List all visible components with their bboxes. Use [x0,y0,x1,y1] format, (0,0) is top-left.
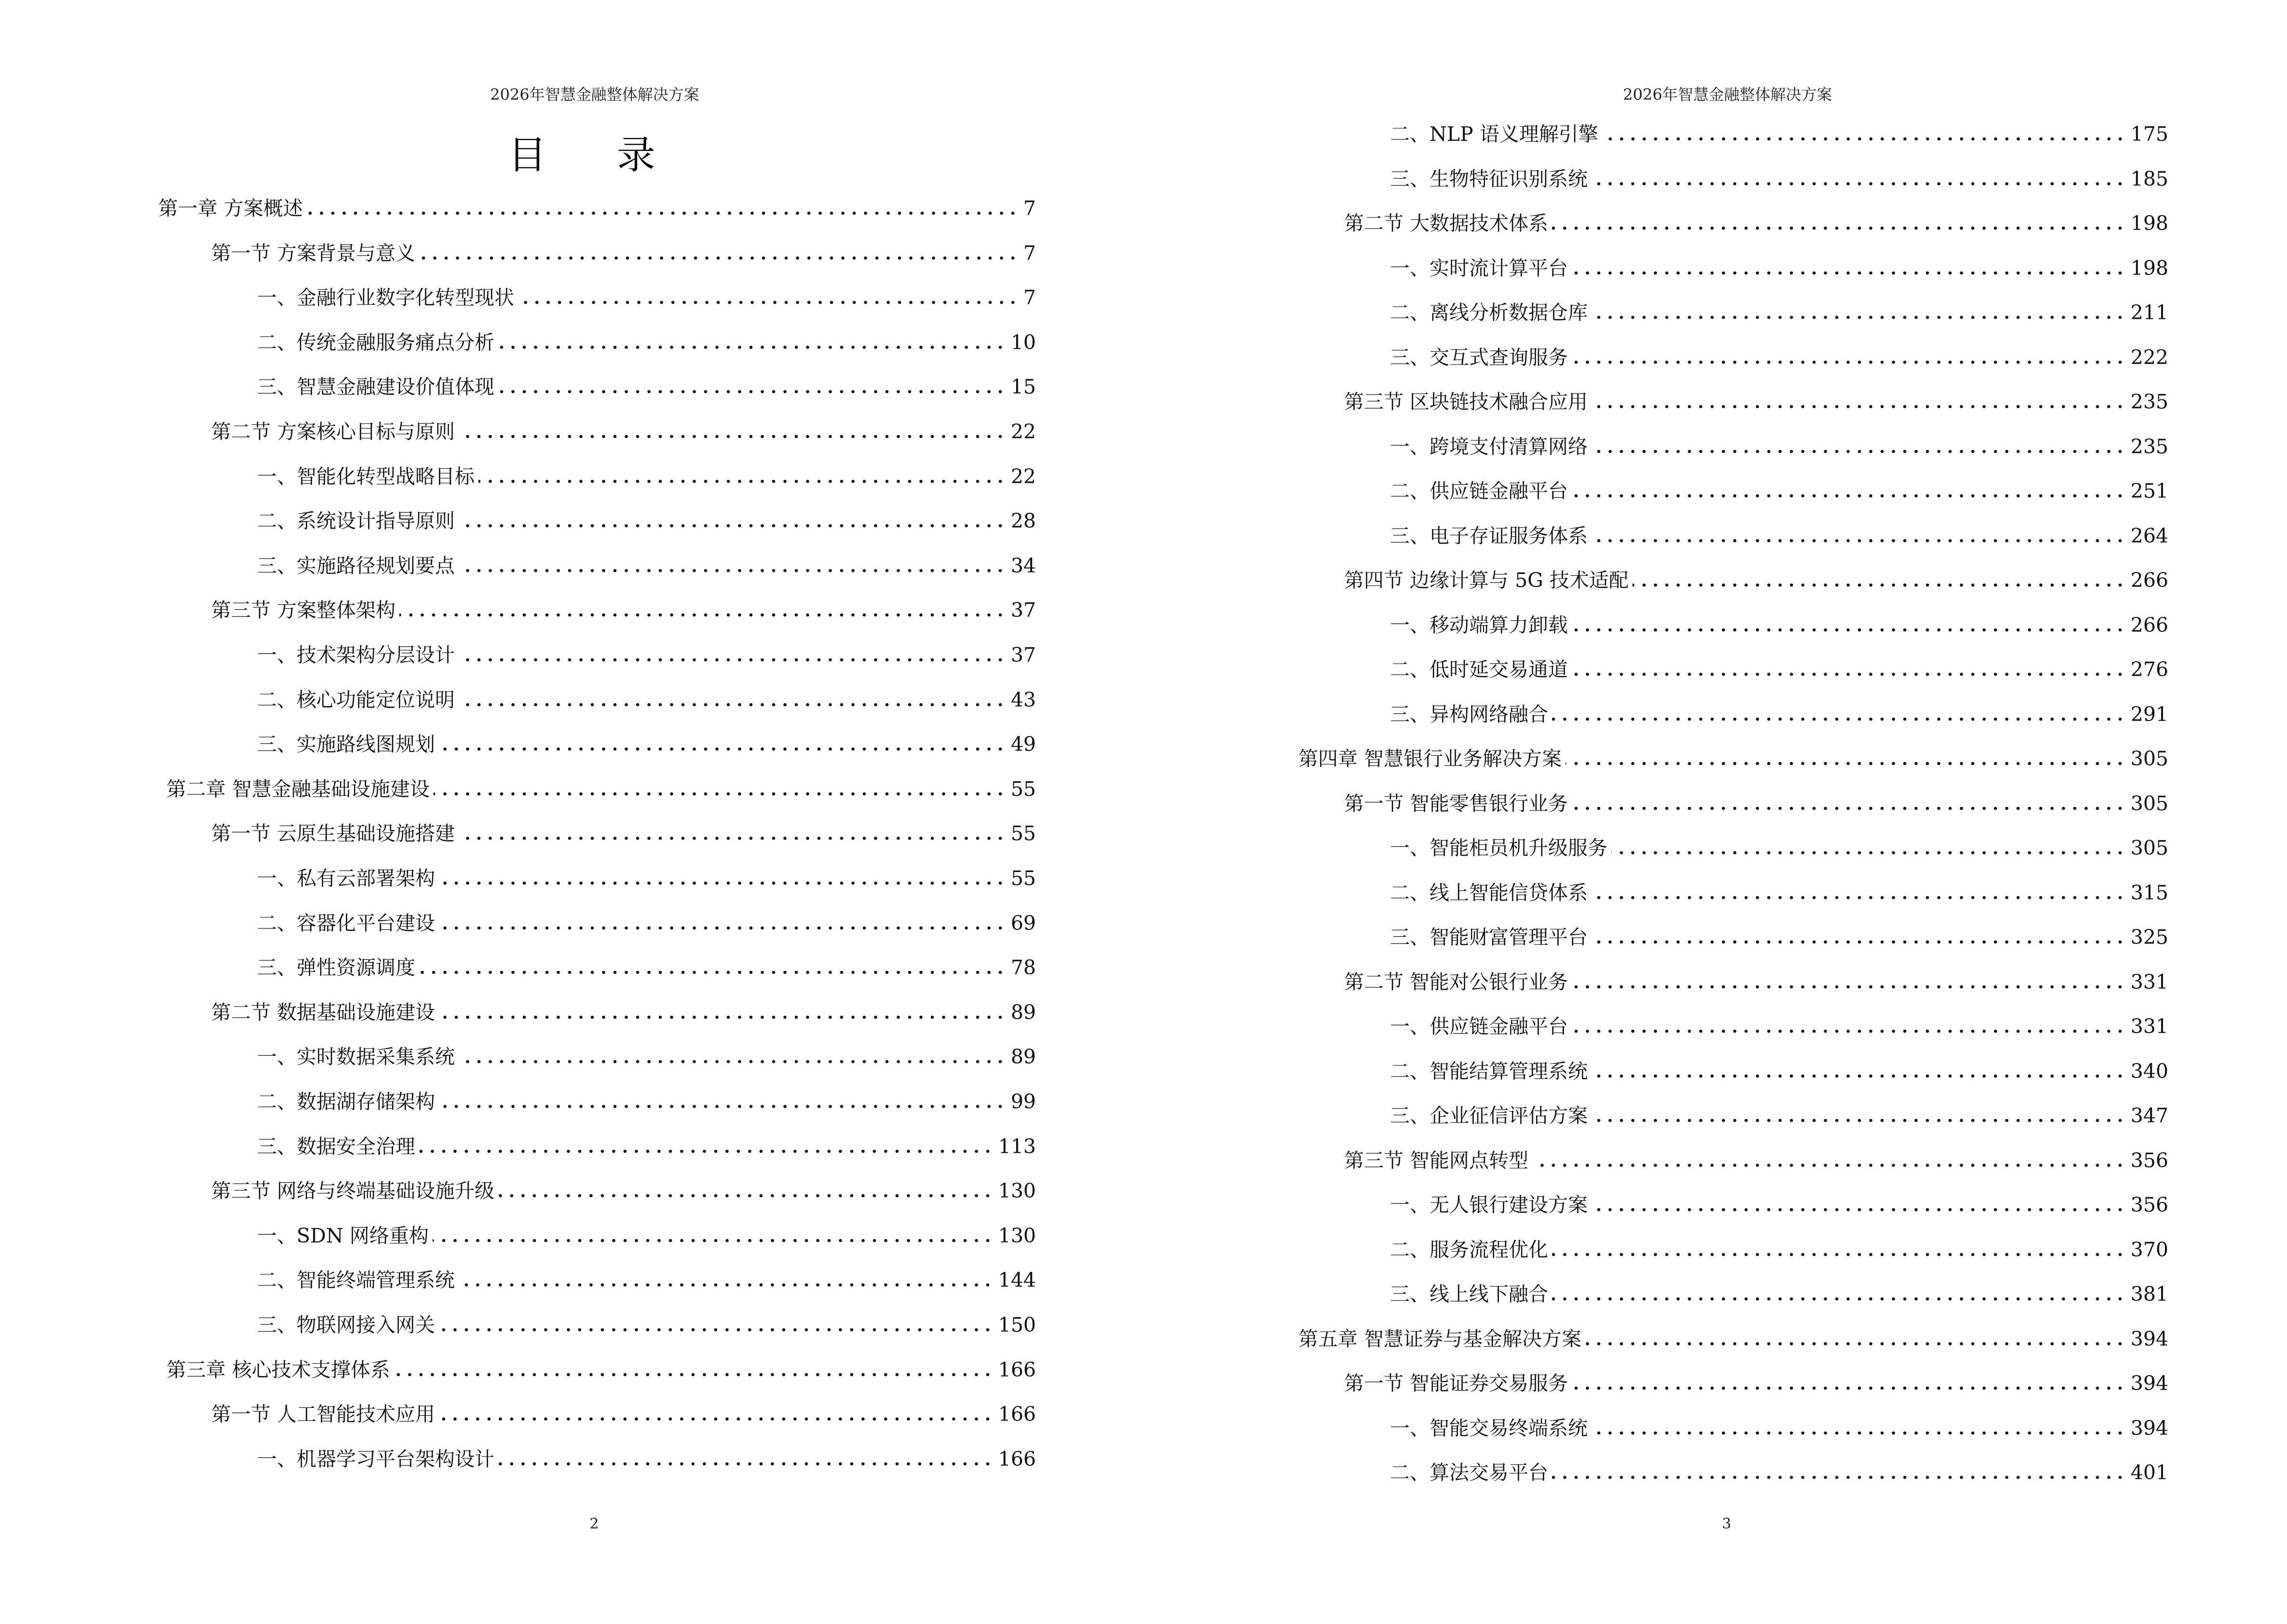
toc-entry-page-number: 347 [2130,1104,2168,1127]
toc-entry-page-number: 7 [1023,241,1036,265]
toc-entry-title: 二、系统设计指导原则 [257,509,455,533]
toc-entry-chapter[interactable] [1298,1325,2168,1352]
dot-leader [459,1043,1006,1070]
toc-entry-title: 第三节 区块链技术融合应用 [1344,390,1588,413]
dot-leader [459,820,1006,847]
dot-leader [394,1356,994,1383]
toc-entry-title: 第三节 智能网点转型 [1344,1148,1529,1172]
dot-leader [1592,299,2126,326]
dot-leader [1572,255,2126,282]
toc-entry-item[interactable] [257,1222,1036,1249]
toc-entry-section[interactable] [1344,1147,2168,1174]
dot-leader [459,686,1006,713]
toc-entry-page-number: 130 [998,1224,1036,1247]
toc-entry-page-number: 340 [2130,1059,2168,1083]
toc-entry-title: 三、异构网络融合 [1390,702,1548,726]
toc-entry-page-number: 78 [1010,956,1036,980]
toc-entry-item[interactable] [1390,1191,2168,1218]
toc-entry-item[interactable] [257,329,1036,356]
dot-leader [1592,1102,2126,1129]
dot-leader [1572,656,2126,683]
dot-leader [1592,388,2126,415]
toc-entry-item[interactable] [257,954,1036,981]
toc-entry-item[interactable] [1390,924,2168,951]
toc-entry-title: 第五章 智慧证券与基金解决方案 [1298,1327,1582,1351]
dot-leader [1532,1147,2126,1174]
toc-entry-page-number: 381 [2130,1283,2168,1306]
toc-entry-section[interactable] [211,1401,1036,1428]
toc-entry-section[interactable] [1344,969,2168,996]
toc-entry-title: 二、线上智能信贷体系 [1390,881,1588,904]
toc-entry-title: 三、企业征信评估方案 [1390,1104,1588,1127]
toc-entry-item[interactable] [1390,1281,2168,1308]
dot-leader [1592,165,2126,192]
dot-leader [498,373,1006,400]
dot-leader [1566,745,2126,772]
toc-entry-page-number: 69 [1010,911,1036,935]
toc-entry-page-number: 175 [2130,123,2168,146]
toc-list-right [1144,0,2287,1624]
toc-entry-section[interactable] [211,820,1036,847]
toc-entry-title: 第四节 边缘计算与 5G 技术适配 [1344,569,1629,592]
toc-entry-page-number: 144 [998,1269,1036,1292]
toc-entry-item[interactable] [257,1267,1036,1294]
dot-leader [439,999,1006,1026]
dot-leader [1552,1236,2126,1263]
toc-entry-title: 第一节 人工智能技术应用 [211,1403,436,1426]
toc-entry-page-number: 22 [1010,420,1036,443]
toc-entry-item[interactable] [257,373,1036,400]
toc-entry-title: 三、智慧金融建设价值体现 [257,375,494,399]
toc-entry-item[interactable] [257,463,1036,490]
toc-entry-section[interactable] [211,418,1036,445]
dot-leader [498,1177,994,1204]
toc-entry-title: 二、低时延交易通道 [1390,658,1568,681]
toc-entry-title: 第三节 方案整体架构 [211,599,396,622]
dot-leader [1552,1459,2126,1486]
toc-entry-page-number: 251 [2130,479,2168,503]
toc-entry-item[interactable] [1390,255,2168,282]
toc-entry-title: 第一节 云原生基础设施搭建 [211,822,455,846]
toc-entry-page-number: 325 [2130,926,2168,949]
toc-entry-title: 二、传统金融服务痛点分析 [257,330,494,354]
toc-entry-page-number: 166 [998,1447,1036,1471]
toc-entry-section[interactable] [211,999,1036,1026]
toc-entry-page-number: 276 [2130,658,2168,681]
toc-entry-title: 一、智能化转型战略目标 [257,464,475,488]
dot-leader [439,731,1006,758]
toc-entry-chapter[interactable] [166,776,1036,803]
dot-leader [307,195,1019,222]
dot-leader [459,641,1006,669]
dot-leader [1585,1325,2126,1352]
toc-entry-title: 第二节 智能对公银行业务 [1344,970,1568,994]
toc-entry-title: 一、实时数据采集系统 [257,1045,455,1069]
toc-entry-title: 三、实施路线图规划 [257,733,435,756]
toc-entry-title: 一、供应链金融平台 [1390,1015,1568,1038]
toc-entry-title: 二、服务流程优化 [1390,1238,1548,1261]
toc-entry-item[interactable] [257,284,1036,311]
toc-entry-page-number: 34 [1010,554,1036,577]
toc-entry-title: 第二节 数据基础设施建设 [211,1000,436,1024]
toc-entry-title: 二、离线分析数据仓库 [1390,301,1588,324]
dot-leader [1552,701,2126,728]
toc-entry-item[interactable] [257,641,1036,669]
toc-entry-page-number: 394 [2130,1327,2168,1351]
dot-leader [1572,969,2126,996]
toc-entry-title: 第四章 智慧银行业务解决方案 [1298,747,1562,770]
toc-entry-title: 第三节 网络与终端基础设施升级 [211,1179,495,1203]
toc-entry-page-number: 331 [2130,970,2168,994]
toc-entry-page-number: 22 [1010,464,1036,488]
toc-entry-title: 三、线上线下融合 [1390,1283,1548,1306]
toc-entry-page-number: 49 [1010,733,1036,756]
toc-entry-title: 一、私有云部署架构 [257,867,435,890]
toc-entry-page-number: 113 [998,1134,1036,1158]
toc-entry-title: 一、金融行业数字化转型现状 [257,286,514,310]
toc-entry-page-number: 130 [998,1179,1036,1203]
toc-entry-title: 第一节 智能零售银行业务 [1344,792,1568,815]
dot-leader [459,552,1006,579]
toc-entry-page-number: 198 [2130,212,2168,235]
dot-leader [439,865,1006,892]
toc-entry-item[interactable] [257,910,1036,937]
toc-entry-title: 三、实施路径规划要点 [257,554,455,577]
toc-entry-section[interactable] [1344,567,2168,594]
dot-leader [1572,612,2126,639]
toc-entry-page-number: 55 [1010,777,1036,801]
toc-entry-title: 第二节 方案核心目标与原则 [211,420,455,443]
toc-entry-title: 一、技术架构分层设计 [257,643,455,667]
toc-entry-chapter[interactable] [158,195,1036,222]
toc-entry-title: 第二节 大数据技术体系 [1344,212,1549,235]
toc-entry-title: 第一章 方案概述 [158,197,303,220]
toc-entry-page-number: 15 [1010,375,1036,399]
toc-entry-page-number: 235 [2130,435,2168,458]
toc-entry-title: 一、智能交易终端系统 [1390,1416,1588,1440]
toc-entry-title: 三、生物特征识别系统 [1390,167,1588,191]
toc-title: 目 录 [508,133,684,177]
dot-leader [478,463,1006,490]
toc-entry-page-number: 211 [2130,301,2168,324]
toc-entry-item[interactable] [257,1133,1036,1160]
toc-entry-item[interactable] [257,552,1036,579]
toc-entry-item[interactable] [257,1311,1036,1338]
dot-leader [1592,879,2126,906]
toc-entry-page-number: 331 [2130,1015,2168,1038]
toc-entry-page-number: 55 [1010,867,1036,890]
toc-entry-page-number: 356 [2130,1193,2168,1216]
dot-leader [1592,924,2126,951]
toc-entry-item[interactable] [1390,701,2168,728]
toc-entry-item[interactable] [1390,1058,2168,1085]
toc-entry-page-number: 10 [1010,330,1036,354]
toc-entry-title: 二、容器化平台建设 [257,911,435,935]
toc-entry-page-number: 305 [2130,747,2168,770]
toc-entry-item[interactable] [1390,1415,2168,1442]
toc-entry-page-number: 89 [1010,1045,1036,1069]
toc-entry-title: 第二章 智慧金融基础设施建设 [166,777,430,801]
toc-entry-title: 三、弹性资源调度 [257,956,415,980]
dot-leader [1572,1370,2126,1397]
toc-entry-title: 一、机器学习平台架构设计 [257,1447,494,1471]
toc-entry-item[interactable] [1390,656,2168,683]
toc-entry-page-number: 305 [2130,792,2168,815]
toc-entry-title: 二、供应链金融平台 [1390,479,1568,503]
toc-entry-section[interactable] [1344,790,2168,817]
toc-entry-page-number: 356 [2130,1148,2168,1172]
dot-leader [419,240,1019,267]
toc-entry-page-number: 394 [2130,1416,2168,1440]
toc-entry-page-number: 370 [2130,1238,2168,1261]
dot-leader [1572,478,2126,505]
dot-leader [1572,344,2126,371]
toc-entry-page-number: 235 [2130,390,2168,413]
toc-entry-page-number: 89 [1010,1000,1036,1024]
toc-entry-page-number: 266 [2130,569,2168,592]
toc-entry-page-number: 43 [1010,688,1036,711]
toc-entry-page-number: 394 [2130,1372,2168,1395]
toc-entry-item[interactable] [1390,299,2168,326]
toc-entry-page-number: 28 [1010,509,1036,533]
toc-entry-section[interactable] [211,597,1036,624]
toc-entry-chapter[interactable] [166,1356,1036,1383]
toc-entry-page-number: 7 [1023,286,1036,310]
dot-leader [1552,210,2126,237]
toc-entry-page-number: 166 [998,1358,1036,1381]
toc-entry-section[interactable] [211,240,1036,267]
dot-leader [1592,522,2126,549]
toc-entry-page-number: 264 [2130,524,2168,547]
toc-entry-title: 二、智能终端管理系统 [257,1269,455,1292]
toc-entry-item[interactable] [1390,1236,2168,1263]
dot-leader [518,284,1019,311]
toc-entry-page-number: 266 [2130,613,2168,637]
dot-leader [1633,567,2126,594]
toc-entry-item[interactable] [257,507,1036,534]
dot-leader [1572,790,2126,817]
dot-leader [498,1446,994,1473]
dot-leader [419,1133,994,1160]
dot-leader [399,597,1006,624]
toc-entry-item[interactable] [1390,344,2168,371]
dot-leader [433,1222,994,1249]
running-header: 2026年智慧金融整体解决方案 [490,85,699,104]
toc-entry-title: 一、智能柜员机升级服务 [1390,836,1607,860]
dot-leader [434,776,1006,803]
toc-entry-section[interactable] [1344,1370,2168,1397]
toc-entry-item[interactable] [1390,522,2168,549]
page-number-footer: 2 [589,1515,599,1532]
toc-entry-title: 三、电子存证服务体系 [1390,524,1588,547]
toc-entry-page-number: 150 [998,1313,1036,1337]
toc-entry-title: 第一节 智能证券交易服务 [1344,1372,1568,1395]
toc-entry-item[interactable] [257,865,1036,892]
toc-entry-page-number: 222 [2130,345,2168,369]
toc-entry-page-number: 99 [1010,1090,1036,1113]
toc-entry-page-number: 315 [2130,881,2168,904]
toc-entry-item[interactable] [1390,1102,2168,1129]
dot-leader [1602,121,2126,148]
running-header: 2026年智慧金融整体解决方案 [1623,85,1832,104]
page-right [1144,0,2287,1624]
toc-entry-title: 二、NLP 语义理解引擎 [1390,123,1598,146]
toc-entry-page-number: 185 [2130,167,2168,191]
toc-entry-item[interactable] [1390,612,2168,639]
dot-leader [459,418,1006,445]
toc-entry-section[interactable] [1344,210,2168,237]
toc-entry-item[interactable] [1390,121,2168,148]
toc-entry-item[interactable] [257,1043,1036,1070]
toc-entry-title: 一、实时流计算平台 [1390,256,1568,280]
toc-entry-title: 二、智能结算管理系统 [1390,1059,1588,1083]
dot-leader [419,954,1006,981]
toc-entry-title: 第三章 核心技术支撑体系 [166,1358,391,1381]
dot-leader [1611,834,2126,861]
toc-entry-section[interactable] [1344,388,2168,415]
dot-leader [439,1088,1006,1115]
toc-entry-item[interactable] [1390,879,2168,906]
dot-leader [459,1267,994,1294]
toc-entry-item[interactable] [257,731,1036,758]
toc-entry-title: 第一节 方案背景与意义 [211,241,416,265]
toc-entry-item[interactable] [1390,1013,2168,1040]
dot-leader [439,1311,994,1338]
dot-leader [1572,1013,2126,1040]
page-number-footer: 3 [1722,1515,1731,1532]
toc-entry-title: 三、交互式查询服务 [1390,345,1568,369]
toc-entry-page-number: 401 [2130,1461,2168,1484]
toc-entry-item[interactable] [257,1088,1036,1115]
dot-leader [1592,1415,2126,1442]
toc-entry-title: 三、数据安全治理 [257,1134,415,1158]
toc-entry-title: 一、SDN 网络重构 [257,1224,429,1247]
dot-leader [1592,1191,2126,1218]
toc-entry-page-number: 305 [2130,836,2168,860]
toc-entry-title: 一、无人银行建设方案 [1390,1193,1588,1216]
toc-entry-title: 二、核心功能定位说明 [257,688,455,711]
toc-entry-page-number: 291 [2130,702,2168,726]
toc-entry-page-number: 166 [998,1403,1036,1426]
toc-entry-item[interactable] [257,686,1036,713]
dot-leader [1592,1058,2126,1085]
toc-entry-title: 三、物联网接入网关 [257,1313,435,1337]
dot-leader [439,1401,994,1428]
toc-entry-title: 三、智能财富管理平台 [1390,926,1588,949]
dot-leader [439,910,1006,937]
dot-leader [498,329,1006,356]
toc-entry-item[interactable] [1390,1459,2168,1486]
toc-entry-section[interactable] [211,1177,1036,1204]
dot-leader [1552,1281,2126,1308]
dot-leader [1592,433,2126,460]
dot-leader [459,507,1006,534]
toc-entry-title: 一、跨境支付清算网络 [1390,435,1588,458]
toc-entry-item[interactable] [1390,165,2168,192]
toc-entry-chapter[interactable] [1298,745,2168,772]
toc-entry-item[interactable] [1390,433,2168,460]
toc-entry-page-number: 7 [1023,197,1036,220]
toc-entry-title: 二、算法交易平台 [1390,1461,1548,1484]
toc-entry-page-number: 37 [1010,643,1036,667]
toc-entry-page-number: 37 [1010,599,1036,622]
toc-entry-item[interactable] [1390,478,2168,505]
toc-entry-page-number: 198 [2130,256,2168,280]
toc-entry-title: 二、数据湖存储架构 [257,1090,435,1113]
toc-entry-page-number: 55 [1010,822,1036,846]
toc-entry-item[interactable] [1390,834,2168,861]
toc-entry-title: 一、移动端算力卸载 [1390,613,1568,637]
toc-entry-item[interactable] [257,1446,1036,1473]
